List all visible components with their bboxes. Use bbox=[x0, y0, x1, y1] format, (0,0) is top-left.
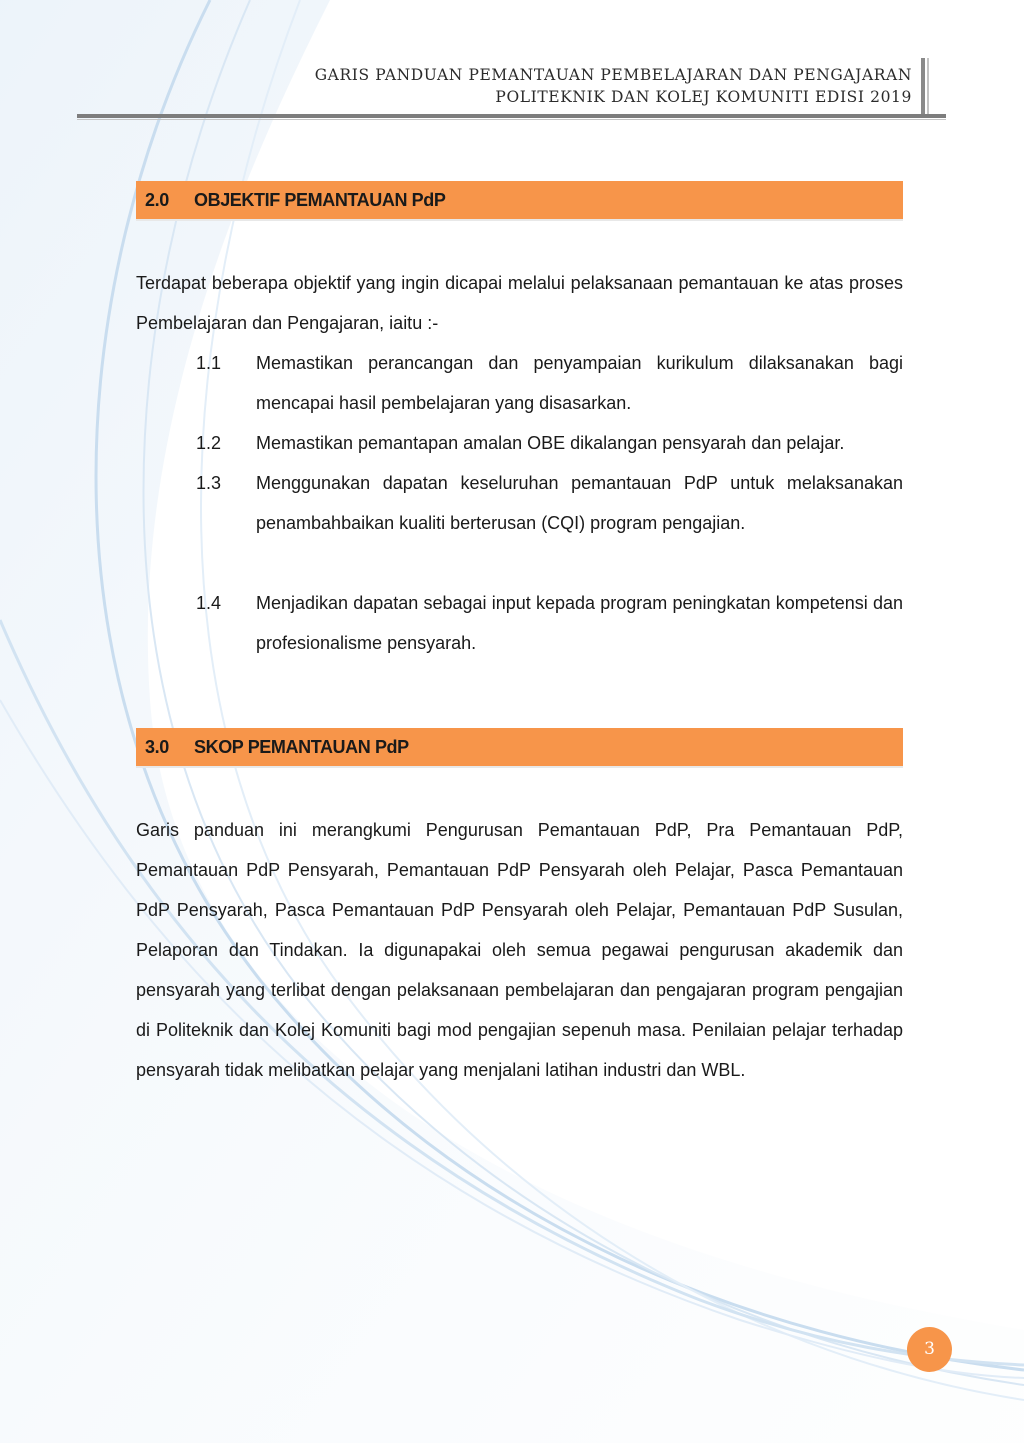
page-number-badge: 3 bbox=[907, 1327, 952, 1372]
header-line-1: GARIS PANDUAN PEMANTAUAN PEMBELAJARAN DAN PENGAJARAN bbox=[314, 66, 912, 84]
skop-body: Garis panduan ini merangkumi Pengurusan Pemantauan PdP, Pra Pemantauan PdP, Pemantauan PdP Pensyarah, Pemantauan PdP Pensyarah oleh Pelajar, Pasca Pemantauan PdP Pensyarah, Pasca Pemantauan PdP Pensyarah oleh Pelajar, Pemantauan PdP Susulan, Pelaporan dan Tindakan. Ia digunapakai oleh semua pegawai pengurusan akademik dan pensyarah yang terlibat dengan pelaksanaan pembelajaran dan pengajaran program pengajian di Politeknik dan Kolej Komuniti bagi mod pengajian sepenuh masa. Penilaian pelajar terhadap pensyarah tidak melibatkan pelajar yang menjalani latihan industri dan WBL. bbox=[136, 820, 903, 1080]
item-number: 1.4 bbox=[196, 593, 222, 613]
item-number: 1.2 bbox=[196, 433, 222, 453]
section-number: 3.0 bbox=[145, 737, 169, 757]
header-vertical-bar-shadow bbox=[927, 58, 929, 118]
header-rule bbox=[77, 114, 946, 118]
objektif-intro: Terdapat beberapa objektif yang ingin dicapai melalui pelaksanaan pemantauan ke atas proses Pembelajaran dan Pengajaran, iaitu :- bbox=[136, 273, 903, 333]
item-text: Memastikan pemantapan amalan OBE dikalangan pensyarah dan pelajar. bbox=[256, 433, 845, 453]
item-number: 1.3 bbox=[196, 473, 222, 493]
section-heading-skop bbox=[136, 728, 903, 768]
header-line-2: POLITEKNIK DAN KOLEJ KOMUNITI EDISI 2019 bbox=[495, 88, 912, 106]
section-number: 2.0 bbox=[145, 190, 169, 210]
item-text: Menjadikan dapatan sebagai input kepada program peningkatan kompetensi dan profesionalisme pensyarah. bbox=[256, 593, 903, 653]
section-heading-objektif bbox=[136, 181, 903, 221]
section-title: SKOP PEMANTAUAN PdP bbox=[194, 737, 409, 757]
item-number: 1.1 bbox=[196, 353, 222, 373]
header-vertical-bar bbox=[921, 58, 925, 118]
section-title: OBJEKTIF PEMANTAUAN PdP bbox=[194, 190, 446, 210]
item-text: Memastikan perancangan dan penyampaian kurikulum dilaksanakan bagi mencapai hasil pembelajaran yang disasarkan. bbox=[256, 353, 903, 413]
header-rule-shadow bbox=[77, 119, 946, 120]
item-text: Menggunakan dapatan keseluruhan pemantauan PdP untuk melaksanakan penambahbaikan kualiti berterusan (CQI) program pengajian. bbox=[256, 473, 903, 533]
running-header bbox=[315, 64, 912, 108]
